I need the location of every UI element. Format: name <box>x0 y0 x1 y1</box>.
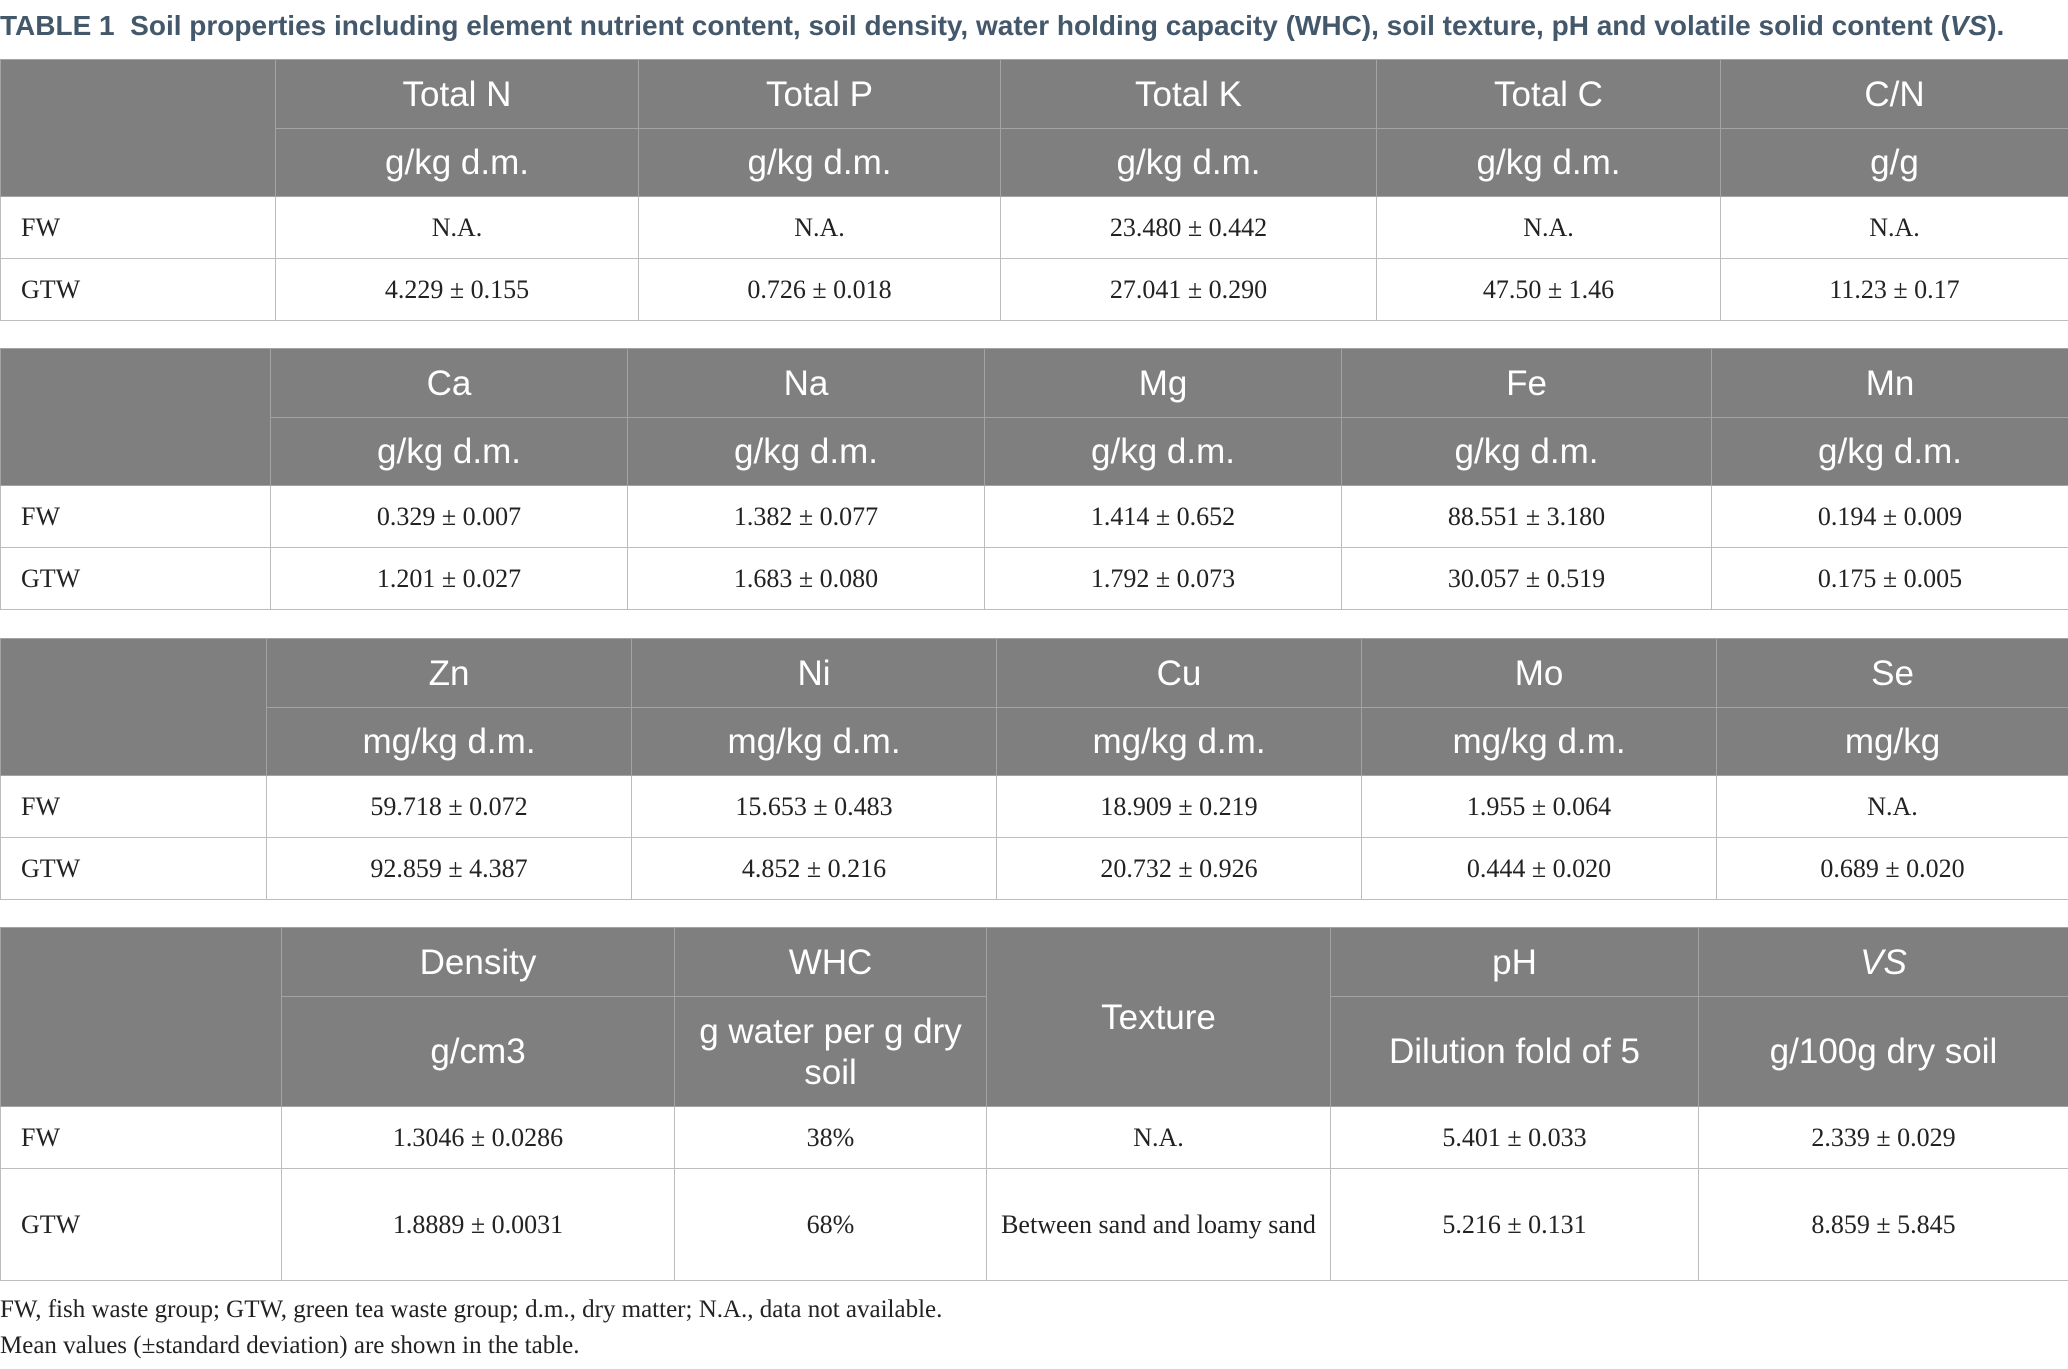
table-row <box>1 1107 2068 1169</box>
column-header: C/N <box>1721 60 2068 129</box>
column-unit: g/100g dry soil <box>1699 997 2068 1107</box>
table-cell: 38% <box>675 1107 987 1169</box>
column-header: Total C <box>1377 60 1721 129</box>
column-unit: g/cm3 <box>282 997 675 1107</box>
unit-row <box>1 708 2068 776</box>
table-cell: 0.444 ± 0.020 <box>1362 838 1717 900</box>
column-unit: g/kg d.m. <box>271 418 628 486</box>
table-cell: 4.229 ± 0.155 <box>276 259 639 321</box>
column-header: Mg <box>985 349 1342 418</box>
table-cell: 1.8889 ± 0.0031 <box>282 1169 675 1281</box>
table-cell: Between sand and loamy sand <box>987 1169 1331 1281</box>
table-row <box>1 776 2068 838</box>
table-cell: 1.382 ± 0.077 <box>628 486 985 548</box>
column-unit: g/g <box>1721 129 2068 197</box>
column-header: Ni <box>632 639 997 708</box>
caption-text: Soil properties including element nutrient content, soil density, water holding capacity (WHC), soil texture, pH and volatile solid content ( <box>130 10 1950 41</box>
caption-label: TABLE 1 <box>0 10 115 41</box>
column-unit: mg/kg d.m. <box>997 708 1362 776</box>
caption-italic: VS <box>1949 10 1988 41</box>
column-header: Na <box>628 349 985 418</box>
table-row <box>1 548 2068 610</box>
header-row <box>1 639 2068 708</box>
column-unit: g/kg d.m. <box>1342 418 1712 486</box>
header-corner <box>1 349 271 486</box>
table-row <box>1 838 2068 900</box>
row-label: FW <box>1 486 271 548</box>
column-unit: Dilution fold of 5 <box>1331 997 1699 1107</box>
column-unit: mg/kg <box>1717 708 2068 776</box>
table-cell: 0.726 ± 0.018 <box>639 259 1001 321</box>
caption-text-end: ). <box>1987 10 2005 41</box>
table-cell: N.A. <box>276 197 639 259</box>
column-header: Total N <box>276 60 639 129</box>
column-header: pH <box>1331 928 1699 997</box>
header-row <box>1 349 2068 418</box>
row-label: FW <box>1 776 267 838</box>
header-corner <box>1 928 282 1107</box>
table-cell: N.A. <box>1717 776 2068 838</box>
row-label: GTW <box>1 548 271 610</box>
table-cell: 88.551 ± 3.180 <box>1342 486 1712 548</box>
table-cell: 92.859 ± 4.387 <box>267 838 632 900</box>
header-corner <box>1 639 267 776</box>
table-cell: 1.955 ± 0.064 <box>1362 776 1717 838</box>
table-cell: 11.23 ± 0.17 <box>1721 259 2068 321</box>
table-block-macro-elements <box>0 348 2068 610</box>
table-cell: 1.201 ± 0.027 <box>271 548 628 610</box>
header-row <box>1 60 2068 129</box>
column-unit: g/kg d.m. <box>276 129 639 197</box>
table-block-physical-properties <box>0 927 2068 1281</box>
column-header: Fe <box>1342 349 1712 418</box>
column-header: Texture <box>987 928 1331 1107</box>
table-cell: 20.732 ± 0.926 <box>997 838 1362 900</box>
header-corner <box>1 60 276 197</box>
column-unit: g/kg d.m. <box>639 129 1001 197</box>
row-label: GTW <box>1 1169 282 1281</box>
unit-row <box>1 129 2068 197</box>
column-unit: g/kg d.m. <box>985 418 1342 486</box>
row-label: GTW <box>1 259 276 321</box>
footnote-abbreviations: FW, fish waste group; GTW, green tea waste group; d.m., dry matter; N.A., data not available. <box>0 1296 943 1323</box>
table-cell: 27.041 ± 0.290 <box>1001 259 1377 321</box>
table-cell: 68% <box>675 1169 987 1281</box>
table-block-nutrients <box>0 59 2068 321</box>
table-cell: 1.414 ± 0.652 <box>985 486 1342 548</box>
column-header: Density <box>282 928 675 997</box>
table-row <box>1 259 2068 321</box>
table-cell: 23.480 ± 0.442 <box>1001 197 1377 259</box>
table-cell: N.A. <box>1377 197 1721 259</box>
table-cell: 47.50 ± 1.46 <box>1377 259 1721 321</box>
row-label: GTW <box>1 838 267 900</box>
table-row <box>1 486 2068 548</box>
table-cell: 30.057 ± 0.519 <box>1342 548 1712 610</box>
table-cell: 59.718 ± 0.072 <box>267 776 632 838</box>
table-cell: 0.689 ± 0.020 <box>1717 838 2068 900</box>
table-cell: 15.653 ± 0.483 <box>632 776 997 838</box>
table-cell: 5.401 ± 0.033 <box>1331 1107 1699 1169</box>
column-unit: g/kg d.m. <box>1712 418 2068 486</box>
table-cell: 1.792 ± 0.073 <box>985 548 1342 610</box>
row-label: FW <box>1 1107 282 1169</box>
table-row <box>1 197 2068 259</box>
footnote-mean-values: Mean values (±standard deviation) are shown in the table. <box>0 1332 580 1359</box>
table-cell: 8.859 ± 5.845 <box>1699 1169 2068 1281</box>
table-cell: 18.909 ± 0.219 <box>997 776 1362 838</box>
column-header: Mn <box>1712 349 2068 418</box>
header-row <box>1 928 2068 997</box>
table-cell: 0.175 ± 0.005 <box>1712 548 2068 610</box>
table-cell: 5.216 ± 0.131 <box>1331 1169 1699 1281</box>
column-unit: mg/kg d.m. <box>267 708 632 776</box>
column-header: Total K <box>1001 60 1377 129</box>
table-cell: 1.3046 ± 0.0286 <box>282 1107 675 1169</box>
table-row <box>1 1169 2068 1281</box>
column-header: Mo <box>1362 639 1717 708</box>
table-cell: 2.339 ± 0.029 <box>1699 1107 2068 1169</box>
column-unit: g/kg d.m. <box>628 418 985 486</box>
table-cell: N.A. <box>1721 197 2068 259</box>
table-cell: N.A. <box>639 197 1001 259</box>
column-unit: g/kg d.m. <box>1377 129 1721 197</box>
table-block-trace-elements <box>0 638 2068 900</box>
table-cell: 0.329 ± 0.007 <box>271 486 628 548</box>
row-label: FW <box>1 197 276 259</box>
column-header: Ca <box>271 349 628 418</box>
column-unit: g water per g dry soil <box>675 997 987 1107</box>
column-unit: mg/kg d.m. <box>632 708 997 776</box>
column-header: Zn <box>267 639 632 708</box>
column-unit: mg/kg d.m. <box>1362 708 1717 776</box>
column-unit: g/kg d.m. <box>1001 129 1377 197</box>
unit-row <box>1 418 2068 486</box>
table-cell: 0.194 ± 0.009 <box>1712 486 2068 548</box>
table-cell: 4.852 ± 0.216 <box>632 838 997 900</box>
column-header: VS <box>1699 928 2068 997</box>
table-caption <box>0 4 2068 48</box>
column-header: Cu <box>997 639 1362 708</box>
column-header: WHC <box>675 928 987 997</box>
column-header: Se <box>1717 639 2068 708</box>
table-cell: 1.683 ± 0.080 <box>628 548 985 610</box>
column-header: Total P <box>639 60 1001 129</box>
table-cell: N.A. <box>987 1107 1331 1169</box>
